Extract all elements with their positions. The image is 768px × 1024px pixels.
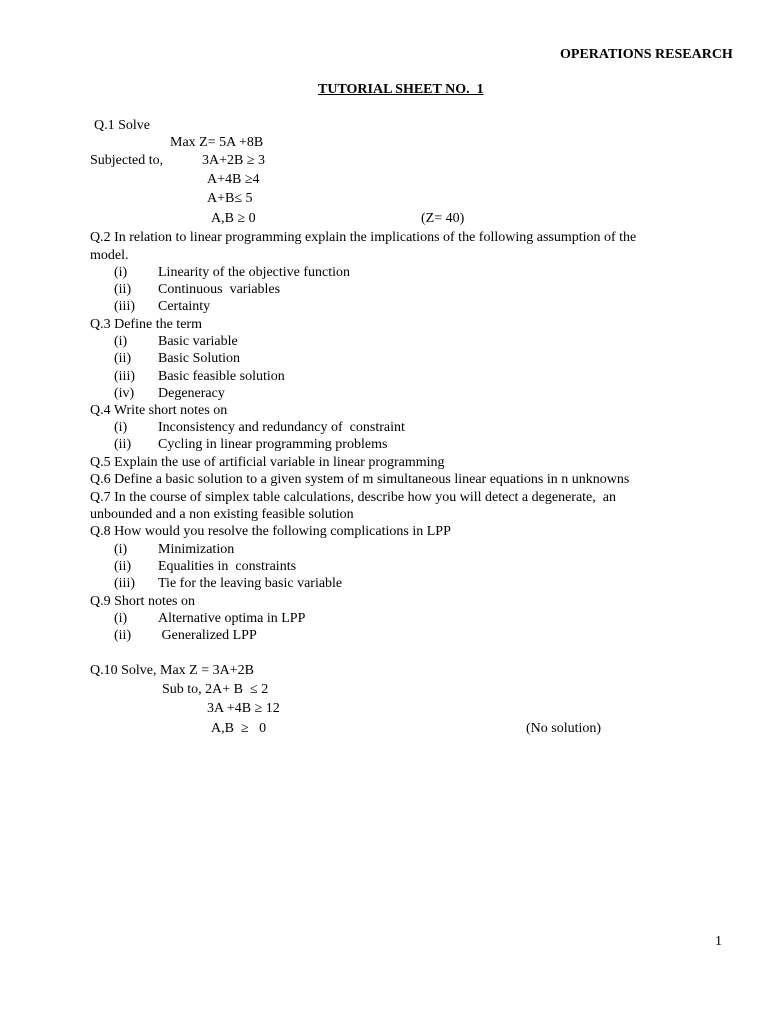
q1-constraint-3: A+B≤ 5 [207, 191, 253, 206]
list-item-num: (iii) [114, 369, 135, 384]
q7-line-2: unbounded and a non existing feasible solution [90, 507, 354, 522]
list-item-text: Equalities in constraints [158, 559, 297, 574]
list-item-num: (i) [114, 542, 128, 557]
page-number: 1 [715, 934, 722, 949]
list-item-text: Cycling in linear programming problems [158, 437, 388, 452]
q1-constraint-1: 3A+2B ≥ 3 [202, 153, 266, 168]
list-item-text: Certainty [158, 299, 211, 314]
list-item-text: Degeneracy [158, 386, 225, 401]
list-item-num: (i) [114, 334, 128, 349]
subject-header: OPERATIONS RESEARCH [560, 47, 733, 62]
q10-answer: (No solution) [526, 721, 602, 736]
q10-constraint-1: Sub to, 2A+ B ≤ 2 [162, 682, 269, 697]
q10-heading: Q.10 Solve, Max Z = 3A+2B [90, 663, 254, 678]
list-item-text: Basic variable [158, 334, 238, 349]
list-item-text: Inconsistency and redundancy of constraint [158, 420, 405, 435]
list-item-text: Generalized LPP [158, 628, 257, 643]
q7-line-1: Q.7 In the course of simplex table calculations, describe how you will detect a degenerate, an [90, 490, 616, 505]
list-item-num: (i) [114, 265, 128, 280]
q3-heading: Q.3 Define the term [90, 317, 202, 332]
q1-subjected-label: Subjected to, [90, 153, 164, 168]
list-item-num: (i) [114, 611, 128, 626]
q1-answer: (Z= 40) [421, 211, 465, 226]
list-item-text: Basic Solution [158, 351, 241, 366]
q4-heading: Q.4 Write short notes on [90, 403, 228, 418]
list-item-num: (ii) [114, 559, 132, 574]
list-item-num: (i) [114, 420, 128, 435]
list-item-text: Alternative optima in LPP [158, 611, 306, 626]
q8-heading: Q.8 How would you resolve the following complications in LPP [90, 524, 451, 539]
list-item-text: Minimization [158, 542, 235, 557]
q2-line-1: Q.2 In relation to linear programming explain the implications of the following assumption of the [90, 230, 637, 245]
q1-heading: Q.1 Solve [94, 118, 150, 133]
q9-heading: Q.9 Short notes on [90, 594, 195, 609]
list-item-text: Basic feasible solution [158, 369, 285, 384]
list-item-num: (iii) [114, 299, 135, 314]
q2-line-2: model. [90, 248, 129, 263]
q1-objective: Max Z= 5A +8B [170, 135, 264, 150]
list-item-num: (ii) [114, 282, 132, 297]
q5-text: Q.5 Explain the use of artificial variable in linear programming [90, 455, 445, 470]
list-item-num: (ii) [114, 628, 132, 643]
q1-constraint-4: A,B ≥ 0 [211, 211, 256, 226]
list-item-num: (iii) [114, 576, 135, 591]
list-item-text: Tie for the leaving basic variable [158, 576, 343, 591]
list-item-num: (ii) [114, 351, 132, 366]
q1-constraint-2: A+4B ≥4 [207, 172, 260, 187]
page-title: TUTORIAL SHEET NO. 1 [318, 82, 484, 97]
q6-text: Q.6 Define a basic solution to a given system of m simultaneous linear equations in n unknowns [90, 472, 630, 487]
list-item-num: (iv) [114, 386, 135, 401]
q10-constraint-3: A,B ≥ 0 [211, 721, 267, 736]
list-item-text: Continuous variables [158, 282, 281, 297]
q10-constraint-2: 3A +4B ≥ 12 [207, 701, 280, 716]
list-item-num: (ii) [114, 437, 132, 452]
list-item-text: Linearity of the objective function [158, 265, 351, 280]
